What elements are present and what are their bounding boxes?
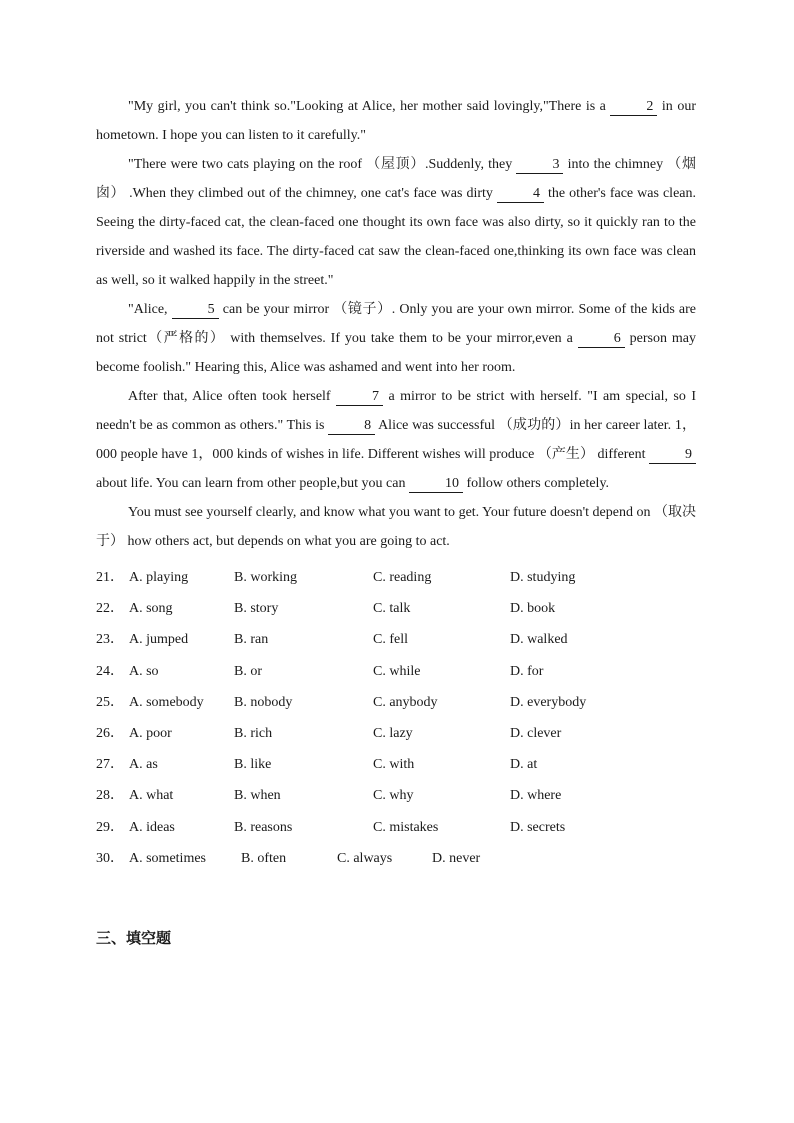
option-b: B. working [234, 570, 297, 585]
option-d: D. everybody [510, 694, 587, 710]
options-list [96, 562, 696, 874]
question-row [96, 562, 696, 593]
blank-10: 10 [409, 476, 463, 493]
blank-9: 9 [649, 447, 696, 464]
question-row [96, 749, 696, 780]
question-number: 22． [96, 601, 124, 617]
option-a: A. playing [129, 570, 189, 585]
option-c: C. lazy [373, 725, 413, 741]
option-a: A. sometimes [129, 850, 206, 866]
option-d: D. never [432, 850, 481, 866]
option-c: C. talk [373, 601, 411, 617]
text-span: in our hometown. I hope you can listen to it carefully." [96, 99, 696, 143]
paragraph-4 [96, 382, 696, 498]
text-span: person may become foolish." Hearing this, Alice was ashamed and went into her room. [96, 331, 696, 375]
option-a: A. poor [129, 725, 172, 741]
question-number: 25． [96, 694, 124, 710]
section-title: 三、填空题 [96, 929, 172, 947]
option-d: D. where [510, 788, 562, 804]
blank-4: 4 [497, 186, 544, 203]
text-span: follow others completely. [462, 476, 610, 491]
option-c: C. mistakes [373, 819, 439, 835]
option-d: D. for [510, 663, 544, 679]
question-number: 30． [96, 850, 124, 866]
blank-3: 3 [516, 157, 563, 174]
question-row [96, 593, 696, 624]
option-d: D. secrets [510, 819, 566, 835]
option-a: A. song [129, 601, 173, 617]
blank-5: 5 [172, 302, 219, 319]
option-a: A. what [129, 788, 174, 804]
option-c: C. why [373, 788, 414, 804]
text-span: the other's face was clean. Seeing the dirty-faced cat, the clean-faced one thought its own face was also dirty, so it quickly ran to the riverside and washed its face. The dirty-faced cat saw the clean-faced one,thinking its own face was clean as well, so it walked happily in the street." [96, 186, 696, 288]
question-number: 21． [96, 570, 124, 585]
question-row [96, 687, 696, 718]
blank-7: 7 [336, 389, 383, 406]
option-c: C. with [373, 757, 415, 773]
option-d: D. walked [510, 632, 568, 648]
text-span: Alice was successful （成功的）in her career later. 1，000 people have 1，000 kinds of wishes in life. Different wishes will produce （产生） different [96, 418, 696, 462]
option-b: B. or [234, 663, 262, 679]
option-b: B. often [241, 850, 287, 866]
option-b: B. rich [234, 725, 273, 741]
question-number: 26． [96, 725, 124, 741]
option-c: C. fell [373, 632, 408, 648]
text-span: "My girl, you can't think so."Looking at Alice, her mother said lovingly,"There is a [128, 99, 611, 114]
question-row [96, 843, 696, 874]
option-c: C. while [373, 663, 421, 679]
text-span: "Alice, [128, 302, 172, 317]
option-b: B. when [234, 788, 281, 804]
question-row [96, 624, 696, 655]
option-a: A. somebody [129, 694, 204, 710]
option-a: A. so [129, 663, 159, 679]
option-b: B. ran [234, 632, 269, 648]
paragraph-3 [96, 295, 696, 382]
paragraph-2 [96, 150, 696, 295]
option-d: D. at [510, 757, 538, 773]
paragraph-5 [96, 498, 696, 556]
text-span: a mirror to be strict with herself. "I am special, so I needn't be as common as others." This is [96, 389, 696, 433]
option-b: B. like [234, 757, 272, 773]
option-c: C. reading [373, 570, 432, 585]
text-span: about life. You can learn from other people,but you can [96, 476, 409, 491]
question-number: 27． [96, 757, 124, 773]
blank-2: 2 [610, 99, 657, 116]
option-b: B. nobody [234, 694, 293, 710]
text-span: into the chimney （烟囱） .When they climbed out of the chimney, one cat's face was dirty [96, 157, 697, 201]
text-span: "There were two cats playing on the roof （屋顶）.Suddenly, they [128, 157, 517, 172]
option-a: A. jumped [129, 632, 189, 648]
option-d: D. clever [510, 725, 562, 741]
question-row [96, 780, 696, 811]
question-number: 23． [96, 632, 124, 648]
option-b: B. reasons [234, 819, 293, 835]
question-row [96, 656, 696, 687]
option-a: A. as [129, 757, 158, 773]
question-number: 29． [96, 819, 124, 835]
blank-8: 8 [328, 418, 375, 435]
paragraph-1 [96, 92, 696, 150]
question-row [96, 812, 696, 843]
text-span: can be your mirror （镜子）. Only you are your own mirror. Some of the kids are not strict（严格的） with themselves. If you take them to be your mirror,even a [96, 302, 696, 346]
option-c: C. anybody [373, 694, 438, 710]
cloze-passage [96, 92, 696, 874]
question-row [96, 718, 696, 749]
option-a: A. ideas [129, 819, 175, 835]
option-b: B. story [234, 601, 279, 617]
blank-6: 6 [578, 331, 625, 348]
question-number: 24． [96, 663, 124, 679]
option-d: D. book [510, 601, 556, 617]
question-number: 28． [96, 788, 124, 804]
option-d: D. studying [510, 570, 576, 585]
option-c: C. always [337, 850, 393, 866]
text-span: You must see yourself clearly, and know what you want to get. Your future doesn't depend on （取决于） how others act, but depends on what you are going to act. [96, 505, 696, 549]
text-span: After that, Alice often took herself [128, 389, 337, 404]
